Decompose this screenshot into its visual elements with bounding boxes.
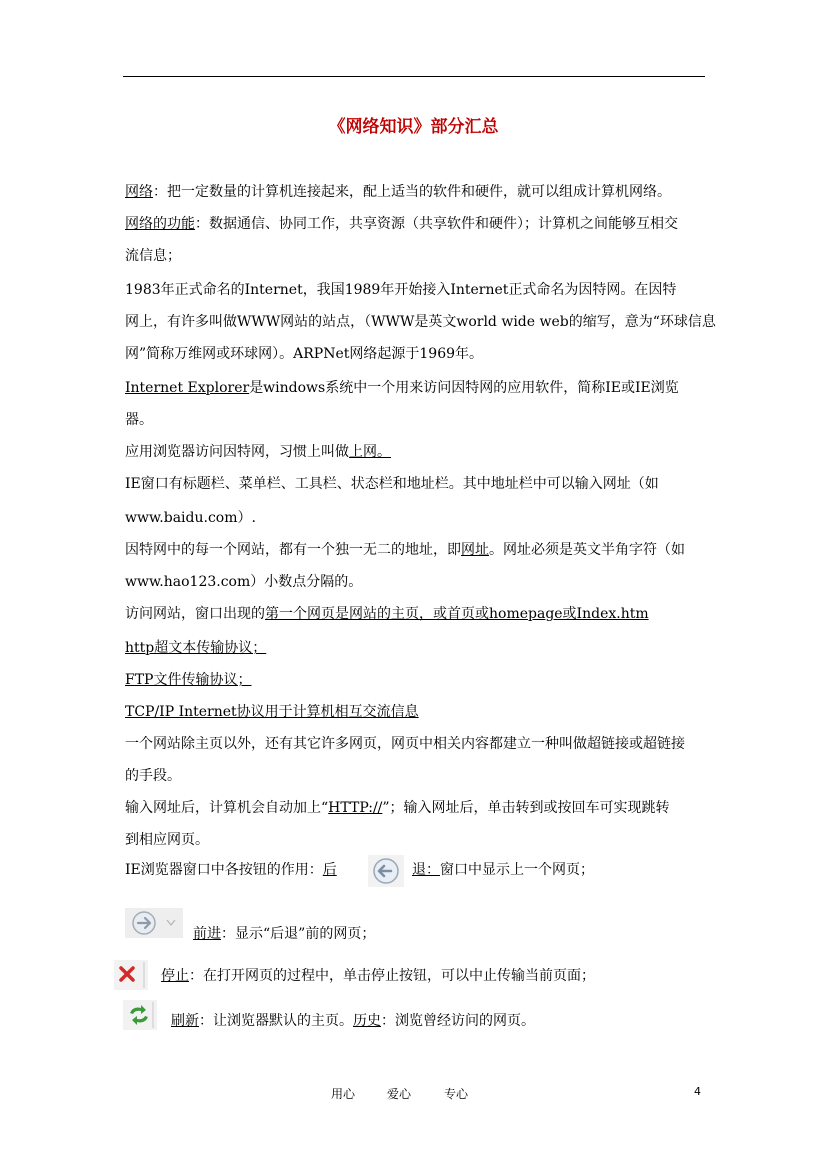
paragraph-line [412,860,594,880]
paragraph-line: 的手段。 [125,768,181,784]
paragraph-line [161,966,595,986]
forward-arrow-icon [125,908,183,938]
paragraph-line: www.baidu.com）. [125,510,256,526]
paragraph-line [125,214,678,234]
paragraph-line: IE窗口有标题栏、菜单栏、工具栏、状态栏和地址栏。其中地址栏中可以输入网址（如 [125,476,659,492]
paragraph-line: 网上，有许多叫做WWW网站的站点，（WWW是英文world wide web的缩写，意为“环球信息 [125,314,716,330]
term: 网址 [461,542,489,558]
paragraph-line [125,182,671,202]
page-title: 《网络知识》部分汇总 [328,117,499,137]
page-number: 4 [694,1085,701,1098]
term: 第一个网页是网站的主页，或首页或homepage或Index.htm [265,606,649,622]
paragraph-line: TCP/IP Internet协议用于计算机相互交流信息 [125,704,419,720]
paragraph-line [171,1011,535,1031]
term: 历史 [353,1013,381,1029]
term: 刷新 [171,1013,199,1029]
paragraph-line [125,540,685,560]
text: ：在打开网页的过程中，单击停止按钮，可以中止传输当前页面； [189,968,595,984]
paragraph-line [125,860,337,880]
term: 退： [412,862,440,878]
text: 是windows系统中一个用来访问因特网的应用软件，简称IE或IE浏览 [249,380,679,396]
paragraph-line [193,924,375,944]
term: Internet Explorer [125,380,250,396]
paragraph-line: 网”简称万维网或环球网）。ARPNet网络起源于1969年。 [125,346,484,362]
back-arrow-icon [368,855,404,887]
text: 因特网中的每一个网站，都有一个独一无二的地址，即 [125,542,461,558]
term: 上网。 [349,444,391,460]
term: 停止 [161,968,189,984]
term: HTTP:// [328,800,383,816]
footer-text: 爱心 [387,1087,412,1101]
paragraph-line [125,442,391,462]
term: 网络 [125,184,153,200]
paragraph-line: www.hao123.com）小数点分隔的。 [125,574,363,590]
paragraph-line [125,378,679,398]
paragraph-line [125,798,670,818]
term: 前进 [193,926,221,942]
paragraph-line: 1983年正式命名的Internet，我国1989年开始接入Internet正式命名为因特网。在因特 [125,282,677,298]
text: ：把一定数量的计算机连接起来，配上适当的软件和硬件，就可以组成计算机网络。 [153,184,671,200]
text: ：浏览曾经访问的网页。 [381,1013,535,1029]
paragraph-line: 流信息； [125,248,181,264]
text: ：让浏览器默认的主页。 [199,1013,353,1029]
stop-x-icon [114,960,148,990]
text: ：数据通信、协同工作，共享资源（共享软件和硬件）；计算机之间能够互相交 [195,216,678,232]
refresh-arrows-icon [123,1000,157,1030]
paragraph-line: FTP文件传输协议； [125,672,252,688]
term: 网络的功能 [125,216,195,232]
term: 后 [322,862,337,878]
text: ：显示“后退”前的网页； [221,926,376,942]
paragraph-line: http超文本传输协议； [125,640,267,656]
paragraph-line: 到相应网页。 [125,832,209,848]
text: 输入网址后，计算机会自动加上“ [125,800,329,816]
text: ”；输入网址后，单击转到或按回车可实现跳转 [382,800,670,816]
paragraph-line [125,604,649,624]
footer-text: 用心 [331,1087,356,1101]
paragraph-line: 器。 [125,412,153,428]
text: 。网址必须是英文半角字符（如 [489,542,685,558]
paragraph-line: 一个网站除主页以外，还有其它许多网页，网页中相关内容都建立一种叫做超链接或超链接 [125,736,685,752]
text: 访问网站，窗口出现的 [125,606,265,622]
text: 应用浏览器访问因特网，习惯上叫做 [125,444,349,460]
footer-text: 专心 [444,1087,469,1101]
text: 窗口中显示上一个网页； [440,862,594,878]
header-rule [123,76,705,77]
text: IE浏览器窗口中各按钮的作用： [125,862,323,878]
